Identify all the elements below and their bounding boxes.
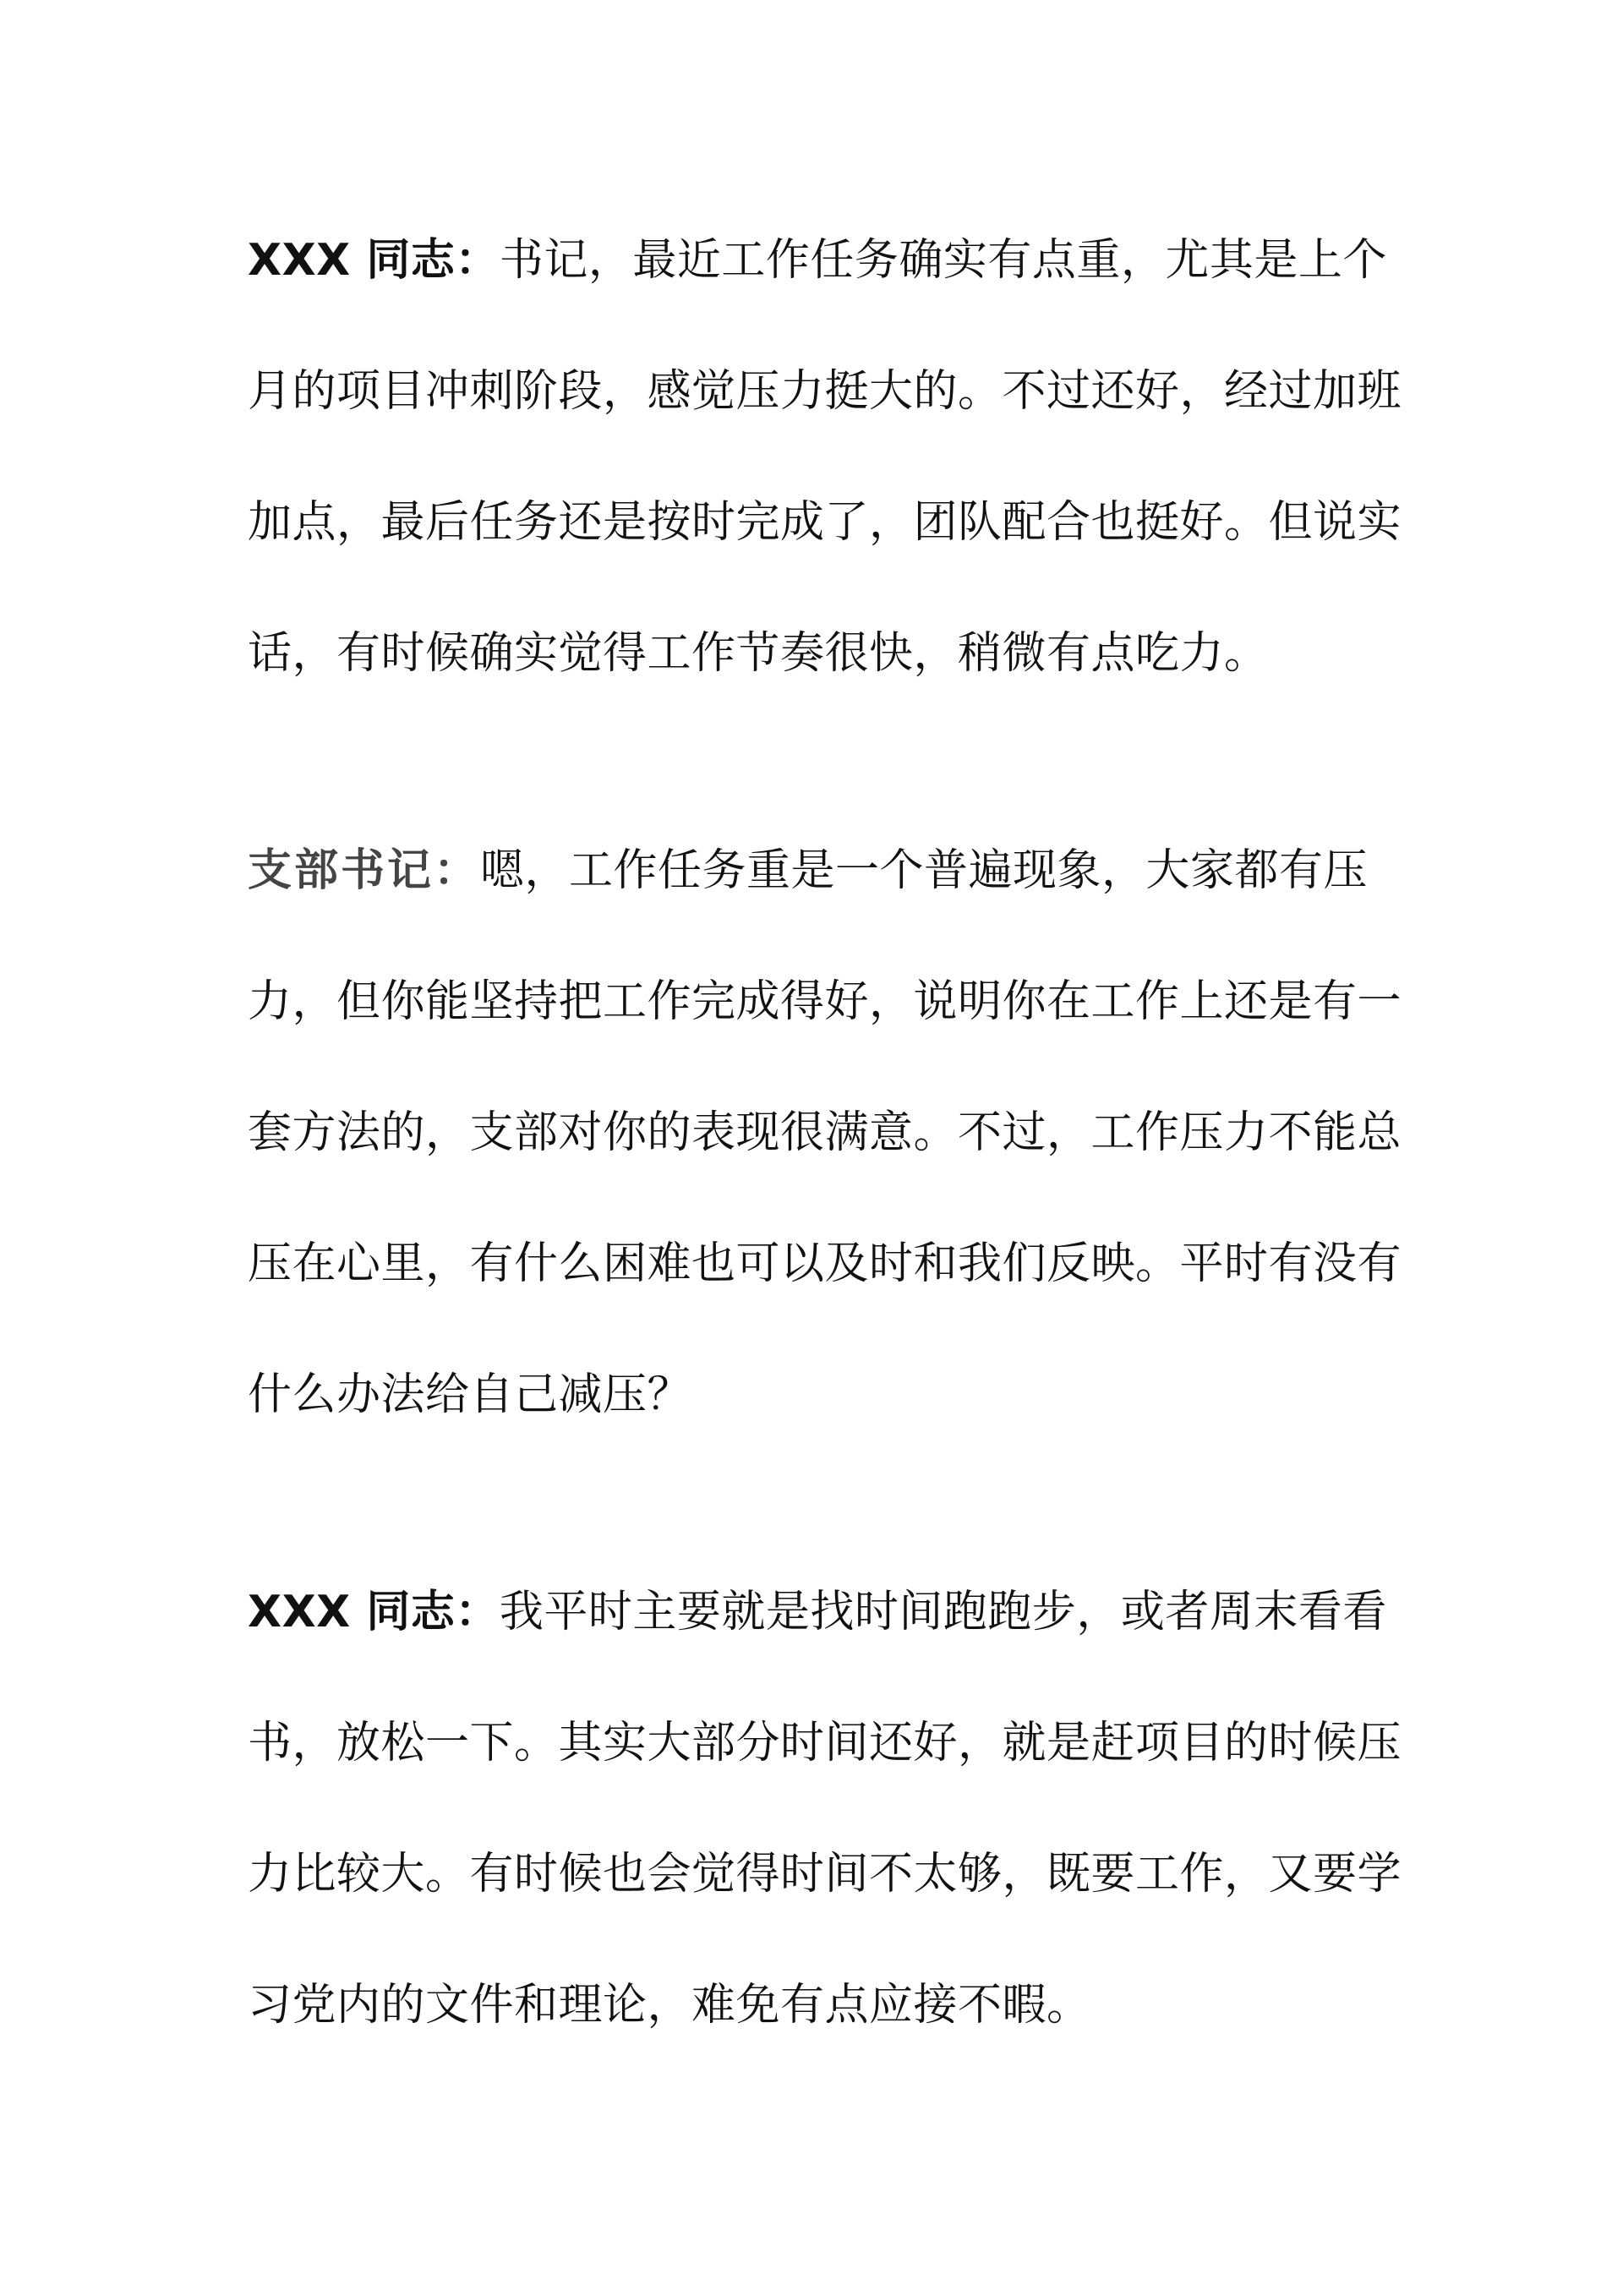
speaker-label: XXX 同志： (248, 1587, 500, 1637)
dialogue-text: 我平时主要就是找时间跑跑步，或者周末看看书，放松一下。其实大部分时间还好，就是赶项目的时候压力比较大。有时候也会觉得时间不太够，既要工作，又要学习党内的文件和理论，难免有点应接不暇。 (248, 1587, 1402, 2031)
speaker-label: 支部书记： (248, 845, 481, 896)
dialogue-paragraph (248, 195, 1414, 719)
speaker-label: XXX 同志： (248, 235, 500, 286)
dialogue-paragraph (248, 806, 1414, 1461)
dialogue-paragraph (248, 1547, 1414, 2071)
dialogue-text: 书记，最近工作任务确实有点重，尤其是上个月的项目冲刺阶段，感觉压力挺大的。不过还好，经过加班加点，最后任务还是按时完成了，团队配合也挺好。但说实话，有时候确实觉得工作节奏很快，稍微有点吃力。 (248, 235, 1402, 679)
dialogue-text: 嗯，工作任务重是一个普遍现象，大家都有压力，但你能坚持把工作完成得好，说明你在工作上还是有一套方法的，支部对你的表现很满意。不过，工作压力不能总压在心里，有什么困难也可以及时和我们反映。平时有没有什么办法给自己减压？ (248, 845, 1402, 1420)
